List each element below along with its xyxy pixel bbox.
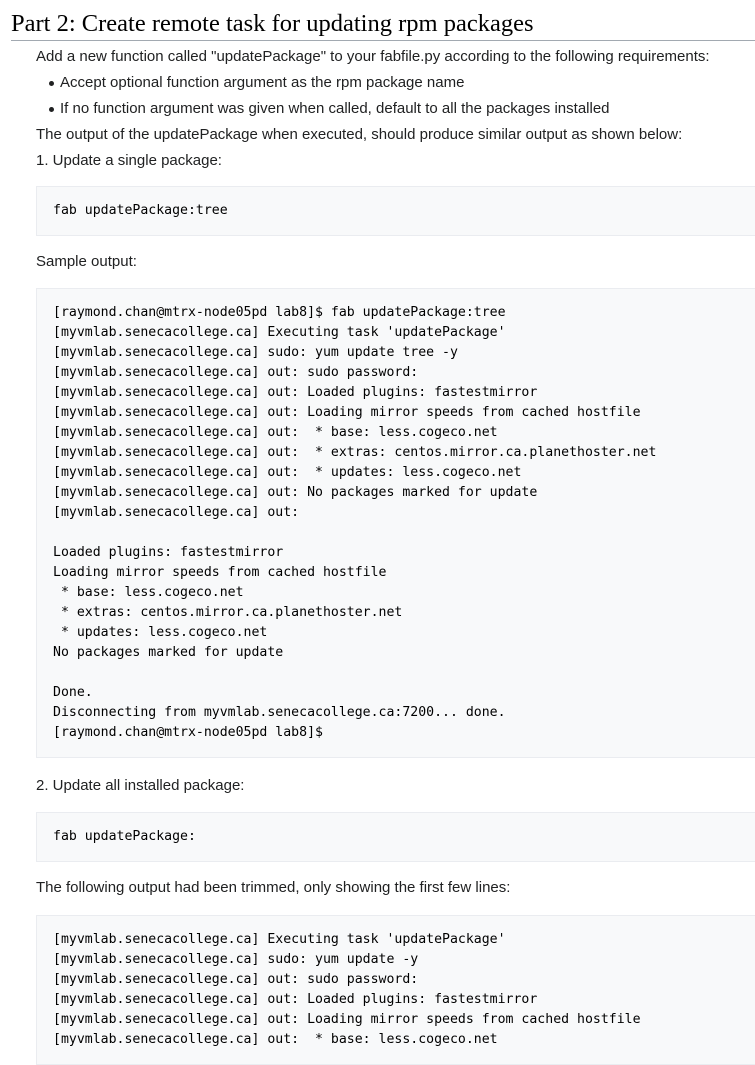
intro-text: Add a new function called "updatePackage" to your fabfile.py according to the following requirements: [36, 48, 710, 65]
trimmed-output-label: The following output had been trimmed, only showing the first few lines: [36, 879, 511, 896]
sample-output-label: Sample output: [36, 253, 137, 270]
step2-label: 2. Update all installed package: [36, 777, 245, 794]
requirements-list [36, 70, 755, 122]
requirement-item: If no function argument was given when called, default to all the packages installed [60, 96, 755, 122]
step1-output-block: [raymond.chan@mtrx-node05pd lab8]$ fab updatePackage:tree [myvmlab.senecacollege.ca] Executing task 'updatePackage' [myvmlab.senecacollege.ca] sudo: yum update tree -y [myvmlab.senecacollege.ca] out: sudo password: [myvmlab.senecacollege.ca] out: Loaded plugins: fastestmirror [myvmlab.senecacollege.ca] out: Loading mirror speeds from cached hostfile [myvmlab.senecacollege.ca] out: * base: less.cogeco.net [myvmlab.senecacollege.ca] out: * extras: centos.mirror.ca.planethoster.net [myvmlab.senecacollege.ca] out: * updates: less.cogeco.net [myvmlab.senecacollege.ca] out: No packages marked for update [myvmlab.senecacollege.ca] out: Loaded plugins: fastestmirror Loading mirror speeds from cached hostfile * base: less.cogeco.net * extras: centos.mirror.ca.planethoster.net * updates: less.cogeco.net No packages marked for update Done. Disconnecting from myvmlab.senecacollege.ca:7200... done. [raymond.chan@mtrx-node05pd lab8]$ [36, 288, 755, 758]
output-note: The output of the updatePackage when executed, should produce similar output as shown below: [36, 126, 683, 143]
step1-label: 1. Update a single package: [36, 152, 222, 169]
step2-command-block: fab updatePackage: [36, 812, 755, 862]
section-heading: Part 2: Create remote task for updating rpm packages [11, 8, 755, 41]
step2-output-block: [myvmlab.senecacollege.ca] Executing task 'updatePackage' [myvmlab.senecacollege.ca] sudo: yum update -y [myvmlab.senecacollege.ca] out: sudo password: [myvmlab.senecacollege.ca] out: Loaded plugins: fastestmirror [myvmlab.senecacollege.ca] out: Loading mirror speeds from cached hostfile [myvmlab.senecacollege.ca] out: * base: less.cogeco.net [36, 915, 755, 1065]
step1-command-block: fab updatePackage:tree [36, 186, 755, 236]
requirement-item: Accept optional function argument as the rpm package name [60, 70, 755, 96]
section-content [36, 44, 755, 1065]
